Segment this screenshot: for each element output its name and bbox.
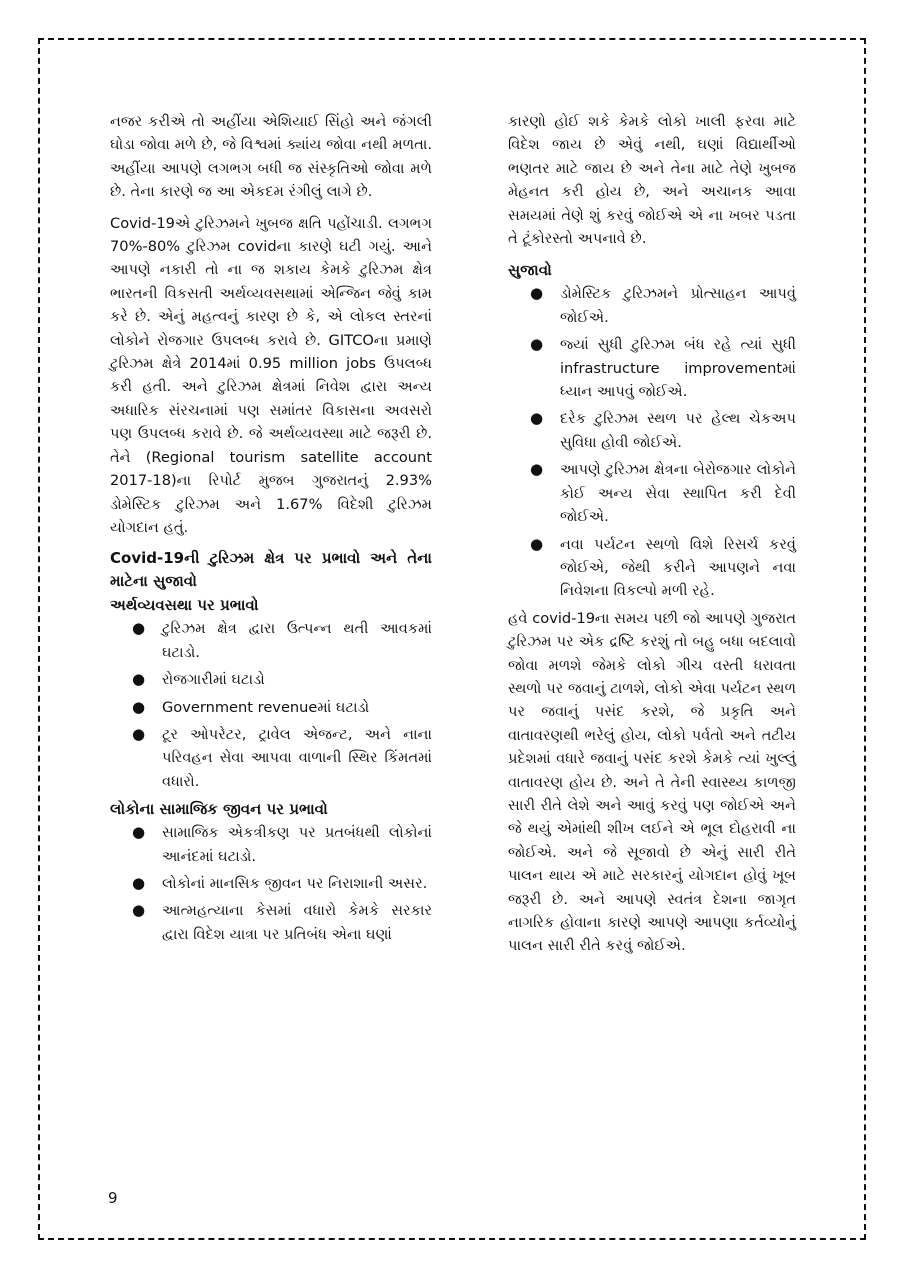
bullet-icon: ● [530, 409, 544, 428]
list-item: ● ટુરિઝમ ક્ષેત્ર દ્વારા ઉત્પન્ન થતી આવકમાં ઘટાડો. [132, 619, 432, 661]
bullet-icon: ● [530, 284, 544, 303]
list-item: ● જ્યાં સુધી ટુરિઝમ બંધ રહે ત્યાં સુધી infrastructure improvementમાં ધ્યાન આપવું જોઈએ. [530, 335, 796, 401]
paragraph: કારણો હોઈ શકે કેમકે લોકો ખાલી ફરવા માટે વિદેશ જાય છે એવું નથી, ઘણાં વિદ્યાર્થીઓ ભણતર માટે જાય છે અને તેના માટે તેણે ખુબજ મેહનત કરી હોય છે, અને અચાનક આવા સમયમાં તેણે શું કરવું જોઈએ એ ના ખબર પડતા તે ટૂંકોરસ્તો અપનાવે છે. [508, 113, 796, 248]
list-item: ● દરેક ટુરિઝમ સ્થળ પર હેલ્થ ચેકઅપ સુવિધા હોવી જોઈએ. [530, 409, 796, 451]
list-item: ● રોજગારીમાં ઘટાડો [162, 668, 432, 691]
bullet-icon: ● [530, 335, 544, 354]
right-column [508, 110, 796, 966]
bullet-list [508, 282, 796, 602]
bullet-icon: ● [132, 697, 146, 716]
paragraph: Covid-19એ ટુરિઝમને ખુબજ ક્ષતિ પહોંચાડી. લગભગ 70%-80% ટુરિઝમ covidના કારણે ઘટી ગયું. આને આપણે નકારી તો ના જ શકાય કેમકે ટુરિઝમ ક્ષેત્ર ભારતની વિકસતી અર્થવ્યવસથામાં એન્જિન જેવું કામ કરે છે. એનું મહત્વનું કારણ છે કે, એ લોકલ સ્તરનાં લોકોને રોજગાર ઉપલબ્ધ કરાવે છે. GITCOના પ્રમાણે ટુરિઝમ ક્ષેત્રે 2014માં 0.95 million jobs ઉપલબ્ધ કરી હતી. અને ટુરિઝમ ક્ષેત્રમાં નિવેશ દ્વારા અન્ય અધારિક સંરચનામાં પણ સમાંતર વિકાસના અવસરો પણ ઉપલબ્ધ કરાવે છે. જે અર્થવ્યવસ્થા માટે જરૂરી છે. તેને (Regional tourism satellite account 2017-18)ના રિપોર્ટ મુજબ ગુજરાતનું 2.93% ડોમેસ્ટિક ટુરિઝમ અને 1.67% વિદેશી ટુરિઝમ યોગદાન હતું. [110, 214, 432, 536]
list-item: ● Government revenueમાં ઘટાડો [162, 696, 432, 719]
subsection-heading: લોકોના સામાજિક જીવન પર પ્રભાવો [110, 800, 328, 819]
list-item: ● આપણે ટુરિઝમ ક્ષેત્રના બેરોજગાર લોકોને કોઈ અન્ય સેવા સ્થાપિત કરી દેવી જોઈએ. [530, 460, 796, 526]
subsection-heading: સુજાવો [508, 261, 552, 280]
list-item: ● નવા પર્યટન સ્થળો વિશે રિસર્ચ કરવું જોઈએ, જેથી કરીને આપણને નવા નિવેશના વિકલ્પો મળી રહે. [530, 534, 796, 600]
page-number: 9 [108, 1189, 118, 1207]
bullet-icon: ● [132, 901, 146, 920]
bullet-icon: ● [530, 534, 544, 553]
bullet-list [110, 617, 432, 793]
list-item: ● આત્મહત્યાના કેસમાં વધારો કેમકે સરકાર દ્વારા વિદેશ યાત્રા પર પ્રતિબંધ એના ઘણાં [132, 901, 432, 943]
bullet-icon: ● [132, 873, 146, 892]
left-column [110, 110, 432, 950]
list-item: ● સામાજિક એકત્રીકણ પર પ્રતબંધથી લોકોનાં આનંદમાં ઘટાડો. [132, 823, 432, 865]
bullet-icon: ● [132, 670, 146, 689]
list-item: ● ડોમેસ્ટિક ટુરિઝમને પ્રોત્સાહન આપવું જોઈએ. [530, 284, 796, 326]
bullet-icon: ● [132, 724, 146, 743]
subsection-heading: અર્થવ્યવસથા પર પ્રભાવો [110, 596, 259, 615]
paragraph: હવે covid-19ના સમય પછી જો આપણે ગુજરાત ટુરિઝમ પર એક દ્રષ્ટિ કરશું તો બહુ બધા બદલાવો જોવા મળશે જેમકે લોકો ગીચ વસ્તી ધરાવતા સ્થળો પર જવાનું ટાળશે, લોકો એવા પર્યટન સ્થળ પર જવાનું પસંદ કરશે, જે પ્રકૃતિ અને વાતાવરણથી ભરેલું હોય, લોકો પર્વતો અને તટીય પ્રદેશમાં વધારે જવાનું પસંદ કરશે કેમકે ત્યાં ખુલ્લું વાતાવરણ હોય છે. અને તે તેની સ્વાસ્થ્ય કાળજી સારી રીતે લેશે અને આવું કરવું પણ જોઈએ અને જે થયું એમાંથી શીખ લઈને એ ભૂલ દોહરાવી ના જોઈએ. અને જે સૂજાવો છે એનું સારી રીતે પાલન થાય એ માટે સરકારનું યોગદાન હોવું ખૂબ જરૂરી છે. અને આપણે સ્વતંત્ર દેશના જાગૃત નાગરિક હોવાના કારણે આપણે આપણા કર્તવ્યોનું પાલન સારી રીતે કરવું જોઈએ. [508, 609, 796, 955]
paragraph: નજર કરીએ તો અહીંયા એશિયાઈ સિંહો અને જંગલી ઘોડા જોવા મળે છે, જે વિશ્વમાં ક્યાંય જોવા નથી મળતા. અહીંયા આપણે લગભગ બધી જ સંસ્કૃતિઓ જોવા મળે છે. તેના કારણે જ આ એકદમ રંગીલું લાગે છે. [110, 113, 432, 201]
bullet-icon: ● [132, 619, 146, 638]
bullet-list [110, 821, 432, 946]
section-heading: Covid-19ની ટુરિઝમ ક્ષેત્ર પર પ્રભાવો અને તેના માટેના સુજાવો [110, 549, 432, 591]
list-item: ● લોકોનાં માનસિક જીવન પર નિરાશાની અસર. [162, 872, 432, 895]
bullet-icon: ● [530, 460, 544, 479]
bullet-icon: ● [132, 823, 146, 842]
list-item: ● ટૂર ઓપરેટર, ટ્રાવેલ એજન્ટ, અને નાના પરિવહન સેવા આપવા વાળાની સ્થિર કિંમતમાં વધારો. [132, 724, 432, 790]
